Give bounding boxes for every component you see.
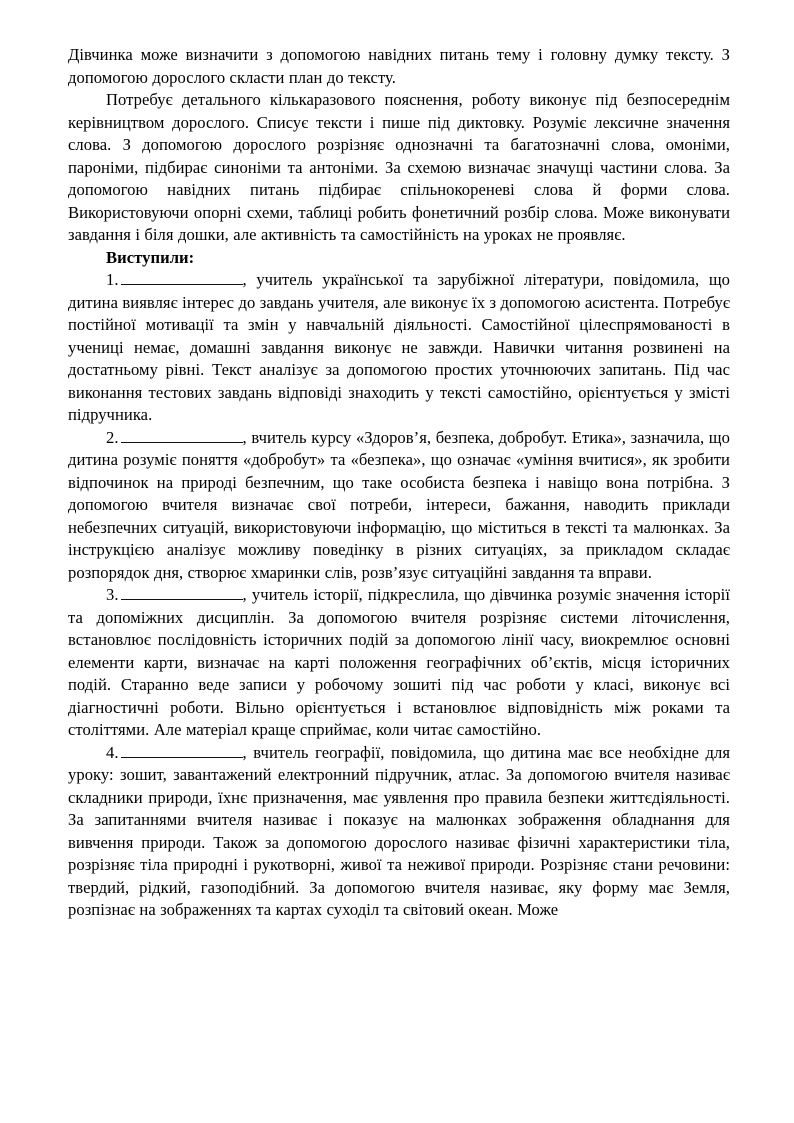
list-item-1 [68, 269, 730, 427]
list-item-3-text: , учитель історії, підкреслила, що дівчинка розуміє значення історії та допоміжних дисциплін. За допомогою вчителя розрізняє системи літочислення, встановлює послідовність історичних подій за допомогою лінії часу, виокремлює основні елементи карти, визначає на карті положення географічних об’єктів, місця історичних подій. Старанно веде записи у робочому зошиті під час роботи у класі, виконує всі діагностичні роботи. Вільно орієнтується і встановлює відповідність між роками та століттями. Але матеріал краще сприймає, коли читає самостійно. [68, 585, 730, 739]
list-item-2-number: 2. [106, 427, 119, 447]
list-item-2 [68, 427, 730, 585]
list-item-4 [68, 742, 730, 922]
list-item-3-name-blank[interactable] [121, 585, 243, 600]
list-item-2-text: , вчитель курсу «Здоров’я, безпека, добробут. Етика», зазначила, що дитина розуміє поняття «добробут» та «безпека», що означає «уміння вчитися», як зробити відпочинок на природі безпечним, що таке особиста безпека і навіщо вона потрібна. З допомогою вчителя визначає свої потреби, інтереси, бажання, наводить приклади небезпечних ситуацій, використовуючи інформацію, що міститься в тексті та малюнках. За інструкцією аналізує можливу поведінку в різних ситуаціях, за прикладом складає розпорядок дня, створює хмаринки слів, розв’язує ситуаційні завдання та вправи. [68, 427, 730, 582]
list-item-3 [68, 584, 730, 742]
paragraph-intro: Дівчинка може визначити з допомогою навідних питань тему і головну думку тексту. З допомогою дорослого скласти план до тексту. [68, 45, 730, 87]
section-heading-vystupyly: Виступили: [106, 247, 195, 267]
list-item-1-name-blank[interactable] [121, 270, 243, 285]
list-item-1-text: , учитель української та зарубіжної літератури, повідомила, що дитина виявляє інтерес до завдань учителя, але виконує їх з допомогою асистента. Потребує постійної мотивації та змін у навчальній діяльності. Самостійної цілеспрямованості в учениці немає, домашні завдання виконує не завжди. Навички читання розвинені на достатньому рівні. Текст аналізує за допомогою простих уточнюючих запитань. Під час виконання тестових завдань відповіді знаходить у тексті самостійно, орієнтується у змісті підручника. [68, 270, 730, 424]
list-item-4-name-blank[interactable] [121, 743, 243, 758]
list-item-2-name-blank[interactable] [121, 428, 243, 443]
paragraph-description: Потребує детального кількаразового пояснення, роботу виконує під безпосереднім керівництвом дорослого. Списує тексти і пише під диктовку. Розуміє лексичне значення слова. З допомогою дорослого розрізняє однозначні та багатозначні слова, омоніми, пароніми, підбирає синоніми та антоніми. За схемою визначає значущі частини слова. За допомогою навідних питань підбирає спільнокореневі слова й форми слова. Використовуючи опорні схеми, таблиці робить фонетичний розбір слова. Може виконувати завдання і біля дошки, але активність та самостійність на уроках не проявляє. [68, 90, 730, 244]
list-item-4-text: , вчитель географії, повідомила, що дитина має все необхідне для уроку: зошит, завантажений електронний підручник, атлас. За допомогою вчителя називає складники природи, їхнє призначення, має уявлення про правила безпеки життєдіяльності. За запитаннями вчителя називає і показує на малюнках зображення обладнання для вивчення природи. Також за допомогою дорослого називає фізичні характеристики тіла, розрізняє тіла природні і рукотворні, живої та неживої природи. Розрізняє стани речовини: твердий, рідкий, газоподібний. За допомогою вчителя називає, яку форму має Земля, розпізнає на зображеннях та картах суходіл та світовий океан. Може [68, 742, 730, 919]
list-item-4-number: 4. [106, 742, 119, 762]
list-item-3-number: 3. [106, 585, 119, 604]
document-body [68, 44, 730, 922]
list-item-1-number: 1. [106, 270, 119, 289]
